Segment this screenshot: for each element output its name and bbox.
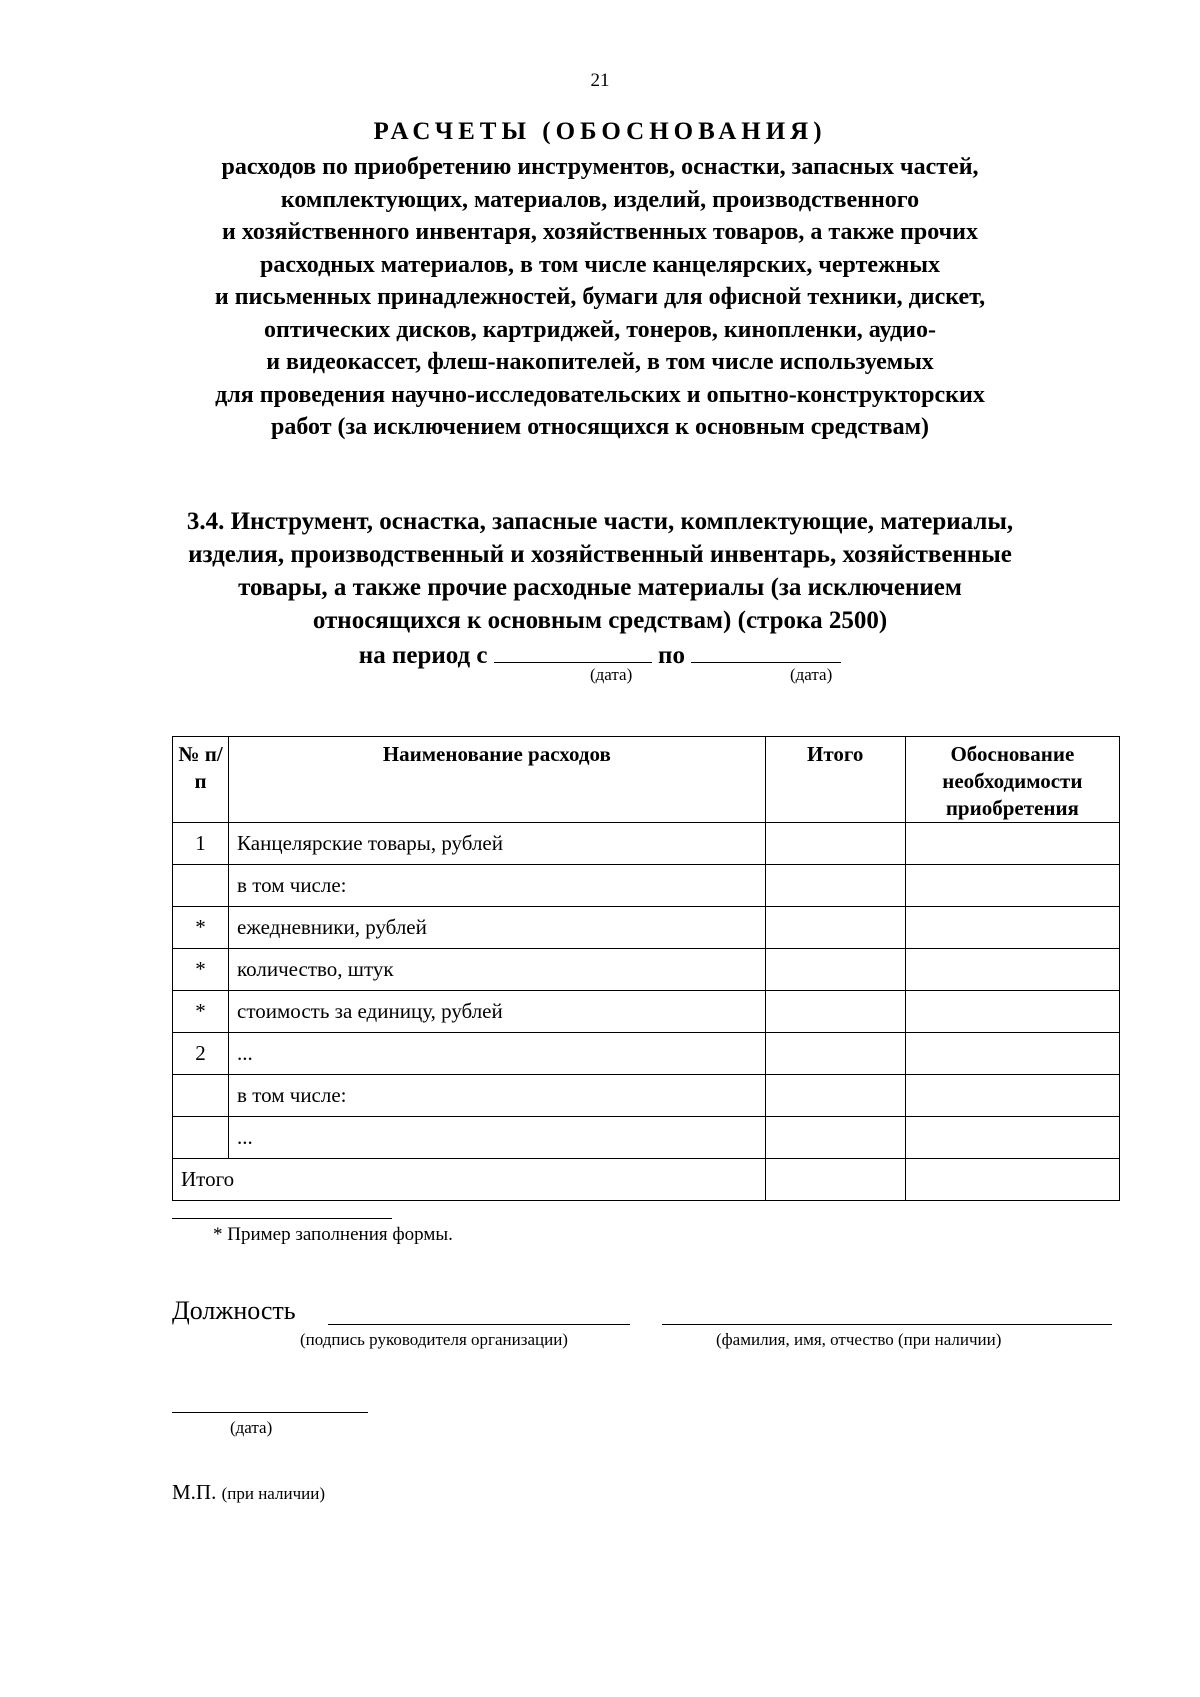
- subtitle-line: и видеокассет, флеш-накопителей, в том числе используемых: [266, 349, 934, 375]
- sign-date-caption: (дата): [230, 1418, 273, 1437]
- table-total-row: [173, 1159, 1120, 1201]
- subtitle-line: комплектующих, материалов, изделий, производственного: [280, 186, 920, 213]
- header-total: Итого: [765, 737, 905, 823]
- section-heading-line: 3.4. Инструмент, оснастка, запасные части, комплектующие, материалы,: [186, 508, 1014, 535]
- grand-total-cell[interactable]: [765, 1159, 905, 1201]
- period-prefix: на период с: [358, 642, 488, 669]
- row-justification-cell[interactable]: [905, 823, 1119, 865]
- table-row: [173, 1075, 1120, 1117]
- section-heading: [0, 505, 1200, 637]
- table-row: [173, 865, 1120, 907]
- row-name: ежедневники, рублей: [229, 907, 766, 949]
- row-name: в том числе:: [229, 865, 766, 907]
- start-date-caption: (дата): [590, 665, 633, 684]
- sign-date-field[interactable]: [172, 1412, 368, 1413]
- period-middle: по: [658, 642, 685, 669]
- expense-table: [172, 736, 1120, 1201]
- footnote: * Пример заполнения формы.: [213, 1224, 453, 1245]
- row-num: [173, 1117, 229, 1159]
- row-num: 2: [173, 1033, 229, 1075]
- row-total-cell[interactable]: [765, 907, 905, 949]
- row-num: *: [173, 949, 229, 991]
- subtitle-line: расходов по приобретению инструментов, оснастки, запасных частей,: [221, 154, 979, 180]
- table-row: [173, 991, 1120, 1033]
- row-name: ...: [229, 1117, 766, 1159]
- header-justification: Обоснование необходимости приобретения: [905, 737, 1119, 823]
- row-justification-cell[interactable]: [905, 1117, 1119, 1159]
- row-total-cell[interactable]: [765, 865, 905, 907]
- subtitle-line: оптических дисков, картриджей, тонеров, кинопленки, аудио-: [264, 316, 936, 343]
- row-total-cell[interactable]: [765, 1117, 905, 1159]
- document-title: РАСЧЕТЫ (ОБОСНОВАНИЯ): [373, 118, 827, 145]
- row-num: *: [173, 907, 229, 949]
- row-num: [173, 1075, 229, 1117]
- row-total-cell[interactable]: [765, 1033, 905, 1075]
- stamp-note: (при наличии): [221, 1484, 325, 1503]
- subtitle-line: и письменных принадлежностей, бумаги для офисной техники, дискет,: [214, 284, 986, 310]
- end-date-caption: (дата): [790, 665, 833, 684]
- row-total-cell[interactable]: [765, 823, 905, 865]
- subtitle-line: расходных материалов, в том числе канцелярских, чертежных: [260, 251, 940, 278]
- footnote-divider: [172, 1218, 392, 1219]
- row-justification-cell[interactable]: [905, 865, 1119, 907]
- table-row: [173, 1117, 1120, 1159]
- period-start-date-field[interactable]: [494, 638, 652, 663]
- table-row: [173, 823, 1120, 865]
- row-justification-cell[interactable]: [905, 991, 1119, 1033]
- row-name: стоимость за единицу, рублей: [229, 991, 766, 1033]
- row-justification-cell[interactable]: [905, 1033, 1119, 1075]
- header-name: Наименование расходов: [229, 737, 766, 823]
- period-end-date-field[interactable]: [691, 638, 841, 663]
- stamp-label: М.П.: [172, 1480, 217, 1504]
- row-name: количество, штук: [229, 949, 766, 991]
- row-total-cell[interactable]: [765, 949, 905, 991]
- page-number: 21: [590, 70, 610, 91]
- subtitle-line: для проведения научно-исследовательских и опытно-конструкторских: [215, 381, 985, 408]
- total-label: Итого: [173, 1159, 766, 1201]
- signature-field[interactable]: [328, 1324, 630, 1325]
- full-name-caption: (фамилия, имя, отчество (при наличии): [716, 1330, 1002, 1349]
- section-heading-line: относящихся к основным средствам) (строка 2500): [312, 607, 888, 634]
- position-label: Должность: [172, 1296, 296, 1325]
- row-justification-cell[interactable]: [905, 949, 1119, 991]
- row-justification-cell[interactable]: [905, 907, 1119, 949]
- stamp-place: [172, 1480, 325, 1505]
- row-total-cell[interactable]: [765, 1075, 905, 1117]
- row-num: [173, 865, 229, 907]
- subtitle-line: и хозяйственного инвентаря, хозяйственных товаров, а также прочих: [222, 219, 978, 245]
- row-num: 1: [173, 823, 229, 865]
- subtitle-line: работ (за исключением относящихся к основным средствам): [271, 414, 929, 440]
- signature-caption: (подпись руководителя организации): [300, 1330, 568, 1349]
- section-heading-line: изделия, производственный и хозяйственный инвентарь, хозяйственные: [188, 541, 1012, 568]
- full-name-field[interactable]: [662, 1324, 1112, 1325]
- table-row: [173, 907, 1120, 949]
- row-name: Канцелярские товары, рублей: [229, 823, 766, 865]
- table-header-row: [173, 737, 1120, 823]
- section-heading-line: товары, а также прочие расходные материалы (за исключением: [238, 574, 962, 601]
- row-justification-cell[interactable]: [905, 1075, 1119, 1117]
- table-row: [173, 1033, 1120, 1075]
- row-total-cell[interactable]: [765, 991, 905, 1033]
- table-row: [173, 949, 1120, 991]
- row-name: ...: [229, 1033, 766, 1075]
- grand-total-justification-cell[interactable]: [905, 1159, 1119, 1201]
- row-num: *: [173, 991, 229, 1033]
- row-name: в том числе:: [229, 1075, 766, 1117]
- document-subtitle: [0, 151, 1200, 444]
- header-num: № п/п: [173, 737, 229, 823]
